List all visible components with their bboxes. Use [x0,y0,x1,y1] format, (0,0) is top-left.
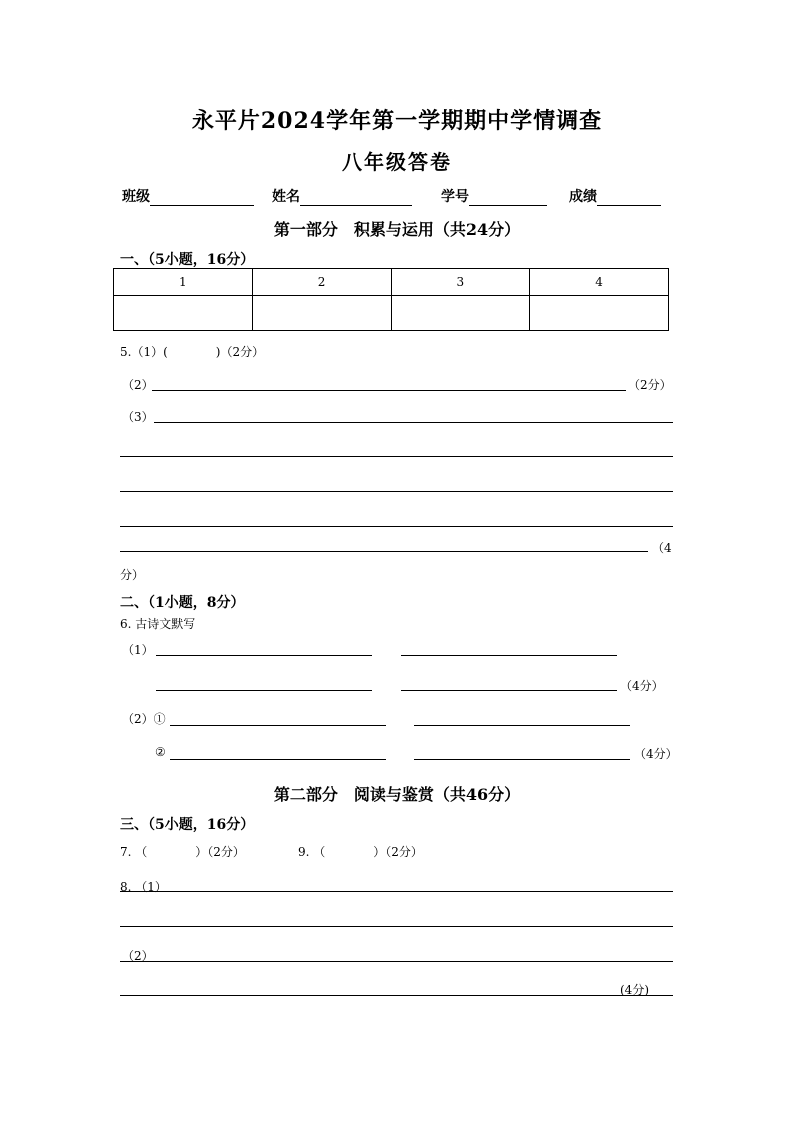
id-blank[interactable] [469,189,547,206]
answer-cell[interactable] [530,296,669,331]
answer-line[interactable] [120,491,673,492]
q6-label: 6. 古诗文默写 [120,617,196,631]
answer-cell[interactable] [391,296,530,331]
answer-line[interactable] [152,390,626,391]
answer-line[interactable] [170,759,386,760]
answer-line[interactable] [414,759,630,760]
id-label: 学号 [441,189,469,205]
name-blank[interactable] [300,189,412,206]
q8-part2-label: （2） [122,949,154,963]
score-field [569,186,661,206]
answer-line[interactable] [120,526,673,527]
q6-part2-label: （2）① [122,712,166,726]
q5-part2-score: （2分） [628,378,672,392]
answer-line[interactable] [414,725,630,726]
answer-line[interactable] [401,655,617,656]
table-header-cell: 2 [252,269,391,296]
answer-line[interactable] [120,926,673,927]
q5-label: 5.（1）( )（2分） [120,345,265,359]
section3-label: 三、（5小题，16分） [120,817,255,833]
score-label: 成绩 [569,189,597,205]
q5-part2-label: （2） [122,378,154,392]
q6-part2-score: （4分） [634,747,678,761]
answer-line[interactable] [120,961,673,962]
score-blank[interactable] [597,189,661,206]
answer-line[interactable] [156,690,372,691]
table-header-cell: 1 [114,269,253,296]
section1-label: 一、（5小题，16分） [120,252,255,268]
class-blank[interactable] [150,189,254,206]
class-field [122,186,254,206]
table-header-cell: 4 [530,269,669,296]
answer-cell[interactable] [114,296,253,331]
page-title: 永平片2024学年第一学期期中学情调查 [191,108,603,134]
part2-title: 第二部分 阅读与鉴赏（共46分） [273,785,521,804]
answer-line[interactable] [120,891,673,892]
answer-line[interactable] [401,690,617,691]
answer-line[interactable] [156,655,372,656]
q5-part3-label: （3） [122,410,154,424]
q6-part1-label: （1） [122,643,154,657]
name-field [272,186,412,206]
answer-cell[interactable] [252,296,391,331]
answer-line[interactable] [154,422,673,423]
class-label: 班级 [122,189,150,205]
answer-line[interactable] [120,456,673,457]
q5-part3-score-cont: 分） [120,568,145,582]
answer-line[interactable] [120,995,673,996]
id-field [441,186,547,206]
table-header-cell: 3 [391,269,530,296]
q7-label: 7. （ ）（2分） [120,845,245,859]
q6-part1-score: （4分） [620,679,664,693]
answer-line[interactable] [170,725,386,726]
part1-title: 第一部分 积累与运用（共24分） [273,220,521,239]
q6-part2b-label: ② [155,745,166,759]
q8-score: (4分) [620,983,649,997]
answer-table [113,268,669,331]
section2-label: 二、（1小题，8分） [120,595,245,611]
q9-label: 9. （ ）（2分） [298,845,423,859]
name-label: 姓名 [272,189,300,205]
answer-line[interactable] [120,551,648,552]
q5-part3-score: （4 [652,541,672,555]
page-subtitle: 八年级答卷 [342,150,452,174]
q8-part1-label: 8. （1） [120,880,167,894]
